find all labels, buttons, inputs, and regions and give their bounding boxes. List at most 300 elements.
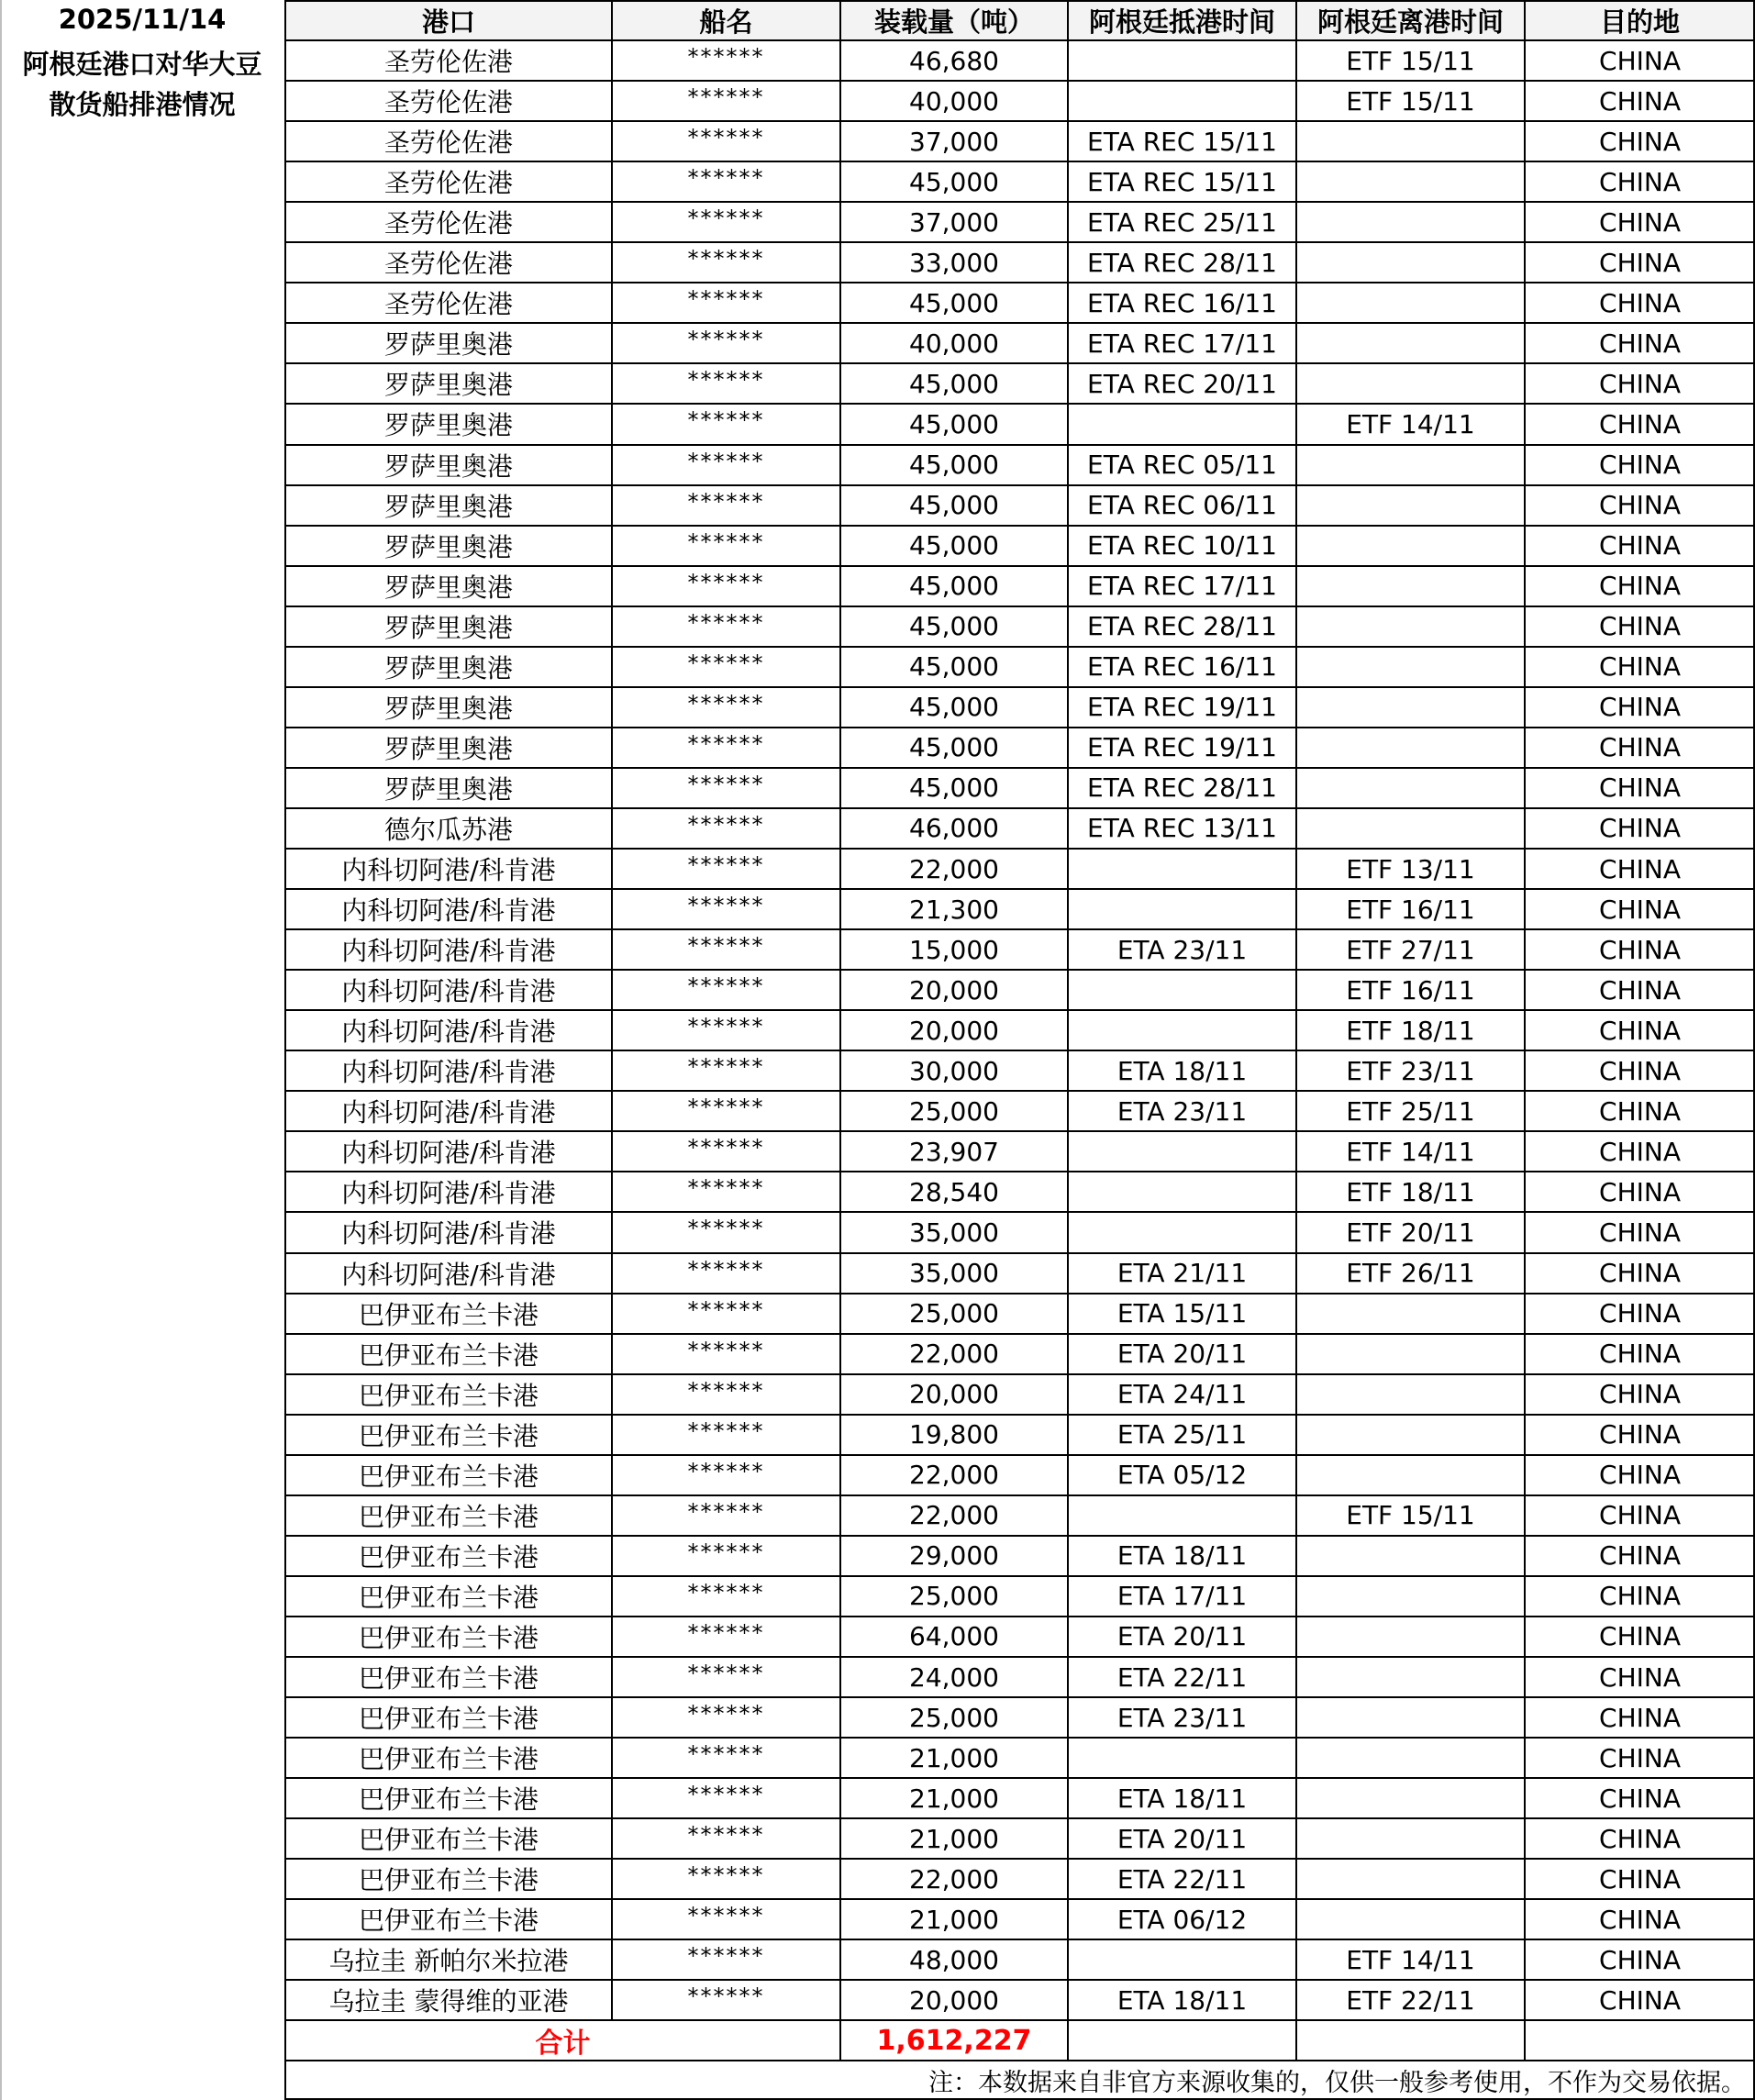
grid-line bbox=[285, 1898, 1755, 1900]
table-cell-etf: ETF 18/11 bbox=[1346, 1176, 1475, 1207]
table-cell-eta: ETA 06/12 bbox=[1116, 1904, 1248, 1935]
table-cell-port: 巴伊亚布兰卡港 bbox=[358, 1541, 539, 1572]
table-cell-vessel: ****** bbox=[687, 84, 765, 111]
table-cell-load: 29,000 bbox=[909, 1540, 999, 1572]
table-cell-port: 圣劳伦佐港 bbox=[383, 128, 513, 159]
table-cell-load: 45,000 bbox=[909, 408, 999, 439]
table-cell-port: 罗萨里奥港 bbox=[383, 410, 513, 441]
table-cell-etf bbox=[1296, 1859, 1525, 1899]
table-cell-etf bbox=[1296, 1576, 1525, 1617]
table-cell-port: 内科切阿港/科肯港 bbox=[341, 976, 556, 1007]
table-cell-vessel: ****** bbox=[687, 1822, 765, 1849]
table-cell-dest: CHINA bbox=[1599, 1460, 1681, 1491]
grid-line bbox=[285, 1252, 1755, 1254]
table-cell-port: 巴伊亚布兰卡港 bbox=[358, 1663, 539, 1694]
table-cell-etf: ETF 18/11 bbox=[1346, 1015, 1475, 1046]
table-cell-port: 内科切阿港/科肯港 bbox=[341, 895, 556, 927]
table-cell-vessel: ****** bbox=[687, 1256, 765, 1283]
table-cell-dest: CHINA bbox=[1599, 408, 1681, 439]
table-cell-vessel: ****** bbox=[687, 730, 765, 757]
table-cell-eta: ETA 18/11 bbox=[1116, 1984, 1248, 2016]
table-cell-eta: ETA 21/11 bbox=[1116, 1258, 1248, 1289]
table-cell-etf bbox=[1296, 161, 1525, 202]
table-cell-dest: CHINA bbox=[1599, 1904, 1681, 1935]
table-cell-eta: ETA 18/11 bbox=[1116, 1055, 1248, 1086]
table-cell-port: 德尔瓜苏港 bbox=[383, 814, 513, 845]
table-cell-eta bbox=[1068, 1738, 1296, 1778]
grid-line bbox=[285, 362, 1755, 364]
table-cell-port: 罗萨里奥港 bbox=[383, 491, 513, 522]
grid-line bbox=[285, 1130, 1755, 1132]
table-cell-eta: ETA REC 17/11 bbox=[1087, 328, 1277, 359]
grid-line bbox=[285, 1575, 1755, 1577]
table-cell-port: 巴伊亚布兰卡港 bbox=[358, 1380, 539, 1411]
table-cell-eta: ETA 22/11 bbox=[1116, 1863, 1248, 1894]
grid-line bbox=[285, 565, 1755, 567]
table-cell-eta: ETA REC 06/11 bbox=[1087, 490, 1277, 521]
table-cell-etf bbox=[1296, 283, 1525, 323]
grid-line bbox=[285, 928, 1755, 930]
grid-line bbox=[839, 0, 841, 2020]
table-cell-eta: ETA 05/12 bbox=[1116, 1460, 1248, 1491]
table-cell-load: 20,000 bbox=[909, 1379, 999, 1410]
column-header-vessel: 船名 bbox=[612, 0, 840, 40]
table-cell-load: 19,800 bbox=[909, 1419, 999, 1450]
grid-line bbox=[1067, 0, 1069, 2020]
table-cell-vessel: ****** bbox=[687, 1498, 765, 1525]
table-cell-dest: CHINA bbox=[1599, 813, 1681, 844]
table-cell-port: 内科切阿港/科肯港 bbox=[341, 1017, 556, 1048]
table-cell-load: 35,000 bbox=[909, 1217, 999, 1248]
table-cell-etf: ETF 14/11 bbox=[1346, 1136, 1475, 1167]
table-cell-port: 巴伊亚布兰卡港 bbox=[358, 1501, 539, 1532]
table-cell-etf: ETF 20/11 bbox=[1346, 1217, 1475, 1248]
table-cell-dest: CHINA bbox=[1599, 611, 1681, 642]
table-cell-load: 45,000 bbox=[909, 490, 999, 521]
grid-line bbox=[285, 39, 1755, 41]
table-cell-dest: CHINA bbox=[1599, 1863, 1681, 1894]
table-cell-eta bbox=[1068, 970, 1296, 1010]
table-cell-load: 23,907 bbox=[909, 1136, 999, 1167]
grid-line bbox=[285, 888, 1755, 890]
table-cell-port: 罗萨里奥港 bbox=[383, 450, 513, 482]
table-cell-load: 28,540 bbox=[909, 1176, 999, 1207]
grid-line bbox=[285, 1333, 1755, 1335]
table-cell-port: 巴伊亚布兰卡港 bbox=[358, 1420, 539, 1451]
table-cell-load: 40,000 bbox=[909, 328, 999, 359]
grid-line bbox=[285, 120, 1755, 122]
table-cell-load: 25,000 bbox=[909, 1702, 999, 1733]
table-cell-dest: CHINA bbox=[1599, 1136, 1681, 1167]
table-cell-vessel: ****** bbox=[687, 1943, 765, 1970]
table-cell-dest: CHINA bbox=[1599, 934, 1681, 965]
table-cell-port: 内科切阿港/科肯港 bbox=[341, 1259, 556, 1290]
table-cell-dest: CHINA bbox=[1599, 1500, 1681, 1531]
table-cell-eta bbox=[1068, 849, 1296, 889]
table-cell-eta: ETA REC 28/11 bbox=[1087, 247, 1277, 278]
table-cell-etf bbox=[1296, 202, 1525, 242]
table-cell-etf bbox=[1296, 1536, 1525, 1576]
grid-line bbox=[1067, 2020, 1069, 2061]
table-cell-etf bbox=[1296, 323, 1525, 363]
column-header-load: 装载量（吨） bbox=[840, 0, 1068, 40]
table-cell-vessel: ****** bbox=[687, 1135, 765, 1161]
table-cell-etf bbox=[1296, 566, 1525, 606]
table-cell-vessel: ****** bbox=[687, 690, 765, 717]
grid-line bbox=[285, 201, 1755, 203]
table-cell-vessel: ****** bbox=[687, 1377, 765, 1404]
table-cell-load: 15,000 bbox=[909, 934, 999, 965]
table-cell-load: 37,000 bbox=[909, 206, 999, 238]
table-cell-dest: CHINA bbox=[1599, 894, 1681, 925]
table-cell-load: 45,000 bbox=[909, 571, 999, 602]
table-cell-vessel: ****** bbox=[687, 569, 765, 595]
grid-line bbox=[285, 969, 1755, 971]
grid-line bbox=[285, 1494, 1755, 1496]
table-cell-port: 内科切阿港/科肯港 bbox=[341, 1178, 556, 1209]
table-cell-vessel: ****** bbox=[687, 246, 765, 272]
table-cell-load: 45,000 bbox=[909, 287, 999, 318]
grid-line bbox=[285, 1090, 1755, 1092]
table-cell-eta bbox=[1068, 1939, 1296, 1980]
table-cell-etf bbox=[1296, 1617, 1525, 1657]
table-cell-etf bbox=[1296, 687, 1525, 728]
table-cell-port: 罗萨里奥港 bbox=[383, 612, 513, 643]
table-cell-etf bbox=[1296, 121, 1525, 161]
grid-line bbox=[285, 2060, 1755, 2061]
grid-line bbox=[285, 727, 1755, 728]
table-cell-load: 22,000 bbox=[909, 1863, 999, 1894]
grid-line bbox=[839, 2020, 841, 2061]
table-cell-port: 巴伊亚布兰卡港 bbox=[358, 1339, 539, 1371]
column-header-eta: 阿根廷抵港时间 bbox=[1068, 0, 1296, 40]
table-cell-eta: ETA 15/11 bbox=[1116, 1298, 1248, 1329]
table-cell-load: 20,000 bbox=[909, 974, 999, 1006]
table-cell-eta bbox=[1068, 1131, 1296, 1172]
table-cell-etf bbox=[1296, 1697, 1525, 1738]
grid-line bbox=[285, 767, 1755, 769]
table-cell-vessel: ****** bbox=[687, 1216, 765, 1242]
table-cell-load: 45,000 bbox=[909, 651, 999, 683]
grid-line bbox=[285, 322, 1755, 324]
table-cell-load: 64,000 bbox=[909, 1621, 999, 1652]
grid-line bbox=[285, 525, 1755, 527]
table-cell-vessel: ****** bbox=[687, 1741, 765, 1768]
table-cell-dest: CHINA bbox=[1599, 1621, 1681, 1652]
table-cell-etf: ETF 14/11 bbox=[1346, 408, 1475, 439]
table-cell-eta: ETA REC 19/11 bbox=[1087, 692, 1277, 723]
table-cell-load: 45,000 bbox=[909, 611, 999, 642]
table-cell-load: 45,000 bbox=[909, 166, 999, 197]
table-cell-port: 内科切阿港/科肯港 bbox=[341, 1097, 556, 1128]
table-cell-port: 巴伊亚布兰卡港 bbox=[358, 1825, 539, 1856]
grid-line bbox=[285, 0, 1755, 2]
table-cell-vessel: ****** bbox=[687, 1903, 765, 1929]
table-cell-etf: ETF 22/11 bbox=[1346, 1984, 1475, 2016]
table-cell-eta: ETA 18/11 bbox=[1116, 1783, 1248, 1814]
table-cell-dest: CHINA bbox=[1599, 1783, 1681, 1814]
table-cell-etf: ETF 26/11 bbox=[1346, 1258, 1475, 1289]
table-cell-etf bbox=[1296, 1778, 1525, 1818]
table-cell-vessel: ****** bbox=[687, 609, 765, 636]
table-cell-etf: ETF 27/11 bbox=[1346, 934, 1475, 965]
table-cell-load: 48,000 bbox=[909, 1944, 999, 1975]
grid-line bbox=[285, 484, 1755, 486]
table-cell-load: 21,300 bbox=[909, 894, 999, 925]
table-cell-dest: CHINA bbox=[1599, 1661, 1681, 1693]
table-cell-vessel: ****** bbox=[687, 852, 765, 878]
table-cell-vessel: ****** bbox=[687, 1094, 765, 1121]
total-label: 合计 bbox=[535, 2028, 591, 2061]
table-cell-eta: ETA REC 10/11 bbox=[1087, 530, 1277, 561]
grid-line bbox=[611, 0, 613, 2020]
table-cell-port: 乌拉圭 蒙得维的亚港 bbox=[328, 1986, 569, 2017]
table-cell-etf: ETF 16/11 bbox=[1346, 894, 1475, 925]
table-cell-eta bbox=[1068, 1212, 1296, 1252]
table-cell-vessel: ****** bbox=[687, 1054, 765, 1081]
grid-line bbox=[285, 403, 1755, 405]
table-cell-load: 45,000 bbox=[909, 772, 999, 804]
table-cell-dest: CHINA bbox=[1599, 732, 1681, 763]
table-cell-vessel: ****** bbox=[687, 488, 765, 515]
table-cell-etf bbox=[1296, 1818, 1525, 1859]
table-cell-dest: CHINA bbox=[1599, 1339, 1681, 1370]
table-cell-load: 21,000 bbox=[909, 1823, 999, 1854]
table-cell-port: 巴伊亚布兰卡港 bbox=[358, 1744, 539, 1775]
table-cell-etf bbox=[1296, 1415, 1525, 1455]
grid-line bbox=[285, 1858, 1755, 1860]
table-cell-eta: ETA REC 25/11 bbox=[1087, 206, 1277, 238]
table-cell-load: 24,000 bbox=[909, 1661, 999, 1693]
table-cell-dest: CHINA bbox=[1599, 1419, 1681, 1450]
table-cell-dest: CHINA bbox=[1599, 853, 1681, 884]
table-cell-port: 罗萨里奥港 bbox=[383, 531, 513, 562]
table-cell-etf bbox=[1296, 485, 1525, 526]
table-cell-etf bbox=[1296, 1334, 1525, 1374]
table-cell-eta bbox=[1068, 1010, 1296, 1050]
table-cell-eta: ETA REC 15/11 bbox=[1087, 166, 1277, 197]
table-cell-dest: CHINA bbox=[1599, 287, 1681, 318]
table-cell-vessel: ****** bbox=[687, 327, 765, 353]
table-cell-vessel: ****** bbox=[687, 1619, 765, 1646]
table-cell-vessel: ****** bbox=[687, 973, 765, 1000]
table-cell-load: 25,000 bbox=[909, 1095, 999, 1127]
grid-line bbox=[285, 1454, 1755, 1456]
table-cell-eta: ETA REC 28/11 bbox=[1087, 611, 1277, 642]
table-cell-dest: CHINA bbox=[1599, 1540, 1681, 1572]
table-cell-etf bbox=[1296, 445, 1525, 485]
table-cell-dest: CHINA bbox=[1599, 450, 1681, 481]
table-cell-port: 圣劳伦佐港 bbox=[383, 87, 513, 118]
table-cell-port: 罗萨里奥港 bbox=[383, 572, 513, 603]
table-cell-vessel: ****** bbox=[687, 933, 765, 960]
table-cell-vessel: ****** bbox=[687, 286, 765, 313]
table-cell-dest: CHINA bbox=[1599, 1298, 1681, 1329]
table-cell-port: 圣劳伦佐港 bbox=[383, 47, 513, 78]
grid-line bbox=[1295, 0, 1297, 2020]
table-cell-etf: ETF 15/11 bbox=[1346, 1500, 1475, 1531]
table-cell-dest: CHINA bbox=[1599, 45, 1681, 76]
grid-line bbox=[285, 1535, 1755, 1537]
table-cell-load: 35,000 bbox=[909, 1258, 999, 1289]
table-cell-etf bbox=[1296, 1738, 1525, 1778]
sheet-left-edge bbox=[0, 0, 2, 2100]
table-cell-eta: ETA 23/11 bbox=[1116, 1702, 1248, 1733]
table-cell-dest: CHINA bbox=[1599, 1258, 1681, 1289]
table-cell-etf bbox=[1296, 363, 1525, 404]
table-cell-vessel: ****** bbox=[687, 1701, 765, 1728]
table-cell-port: 巴伊亚布兰卡港 bbox=[358, 1622, 539, 1653]
table-cell-port: 圣劳伦佐港 bbox=[383, 168, 513, 199]
table-cell-port: 圣劳伦佐港 bbox=[383, 289, 513, 320]
table-cell-vessel: ****** bbox=[687, 206, 765, 232]
table-cell-load: 20,000 bbox=[909, 1984, 999, 2016]
table-cell-port: 巴伊亚布兰卡港 bbox=[358, 1582, 539, 1613]
table-cell-load: 25,000 bbox=[909, 1581, 999, 1612]
table-cell-load: 45,000 bbox=[909, 450, 999, 481]
grid-line bbox=[285, 1171, 1755, 1172]
table-cell-eta: ETA 24/11 bbox=[1116, 1379, 1248, 1410]
table-cell-port: 巴伊亚布兰卡港 bbox=[358, 1299, 539, 1330]
table-cell-load: 30,000 bbox=[909, 1055, 999, 1086]
grid-line bbox=[1524, 0, 1526, 2020]
report-title-line2: 散货船排港情况 bbox=[49, 89, 236, 120]
table-cell-load: 21,000 bbox=[909, 1783, 999, 1814]
table-cell-eta bbox=[1068, 1172, 1296, 1212]
table-cell-dest: CHINA bbox=[1599, 85, 1681, 117]
table-cell-vessel: ****** bbox=[687, 1458, 765, 1484]
table-cell-vessel: ****** bbox=[687, 650, 765, 676]
table-cell-load: 21,000 bbox=[909, 1904, 999, 1935]
table-cell-load: 22,000 bbox=[909, 853, 999, 884]
table-cell-dest: CHINA bbox=[1599, 1702, 1681, 1733]
table-cell-load: 45,000 bbox=[909, 692, 999, 723]
table-cell-load: 37,000 bbox=[909, 126, 999, 157]
table-cell-etf bbox=[1296, 728, 1525, 768]
table-cell-eta: ETA REC 20/11 bbox=[1087, 368, 1277, 399]
table-cell-load: 21,000 bbox=[909, 1742, 999, 1773]
table-cell-eta: ETA 20/11 bbox=[1116, 1621, 1248, 1652]
table-cell-dest: CHINA bbox=[1599, 530, 1681, 561]
table-cell-vessel: ****** bbox=[687, 1417, 765, 1444]
table-cell-load: 33,000 bbox=[909, 247, 999, 278]
table-cell-eta: ETA REC 05/11 bbox=[1087, 450, 1277, 481]
table-cell-port: 内科切阿港/科肯港 bbox=[341, 1057, 556, 1088]
table-cell-load: 45,000 bbox=[909, 368, 999, 399]
table-cell-etf bbox=[1296, 1455, 1525, 1495]
table-cell-dest: CHINA bbox=[1599, 368, 1681, 399]
table-cell-load: 20,000 bbox=[909, 1015, 999, 1046]
table-cell-port: 巴伊亚布兰卡港 bbox=[358, 1461, 539, 1492]
grid-line bbox=[285, 1817, 1755, 1819]
table-cell-vessel: ****** bbox=[687, 1579, 765, 1606]
table-cell-load: 22,000 bbox=[909, 1500, 999, 1531]
table-cell-etf bbox=[1296, 1657, 1525, 1697]
table-cell-etf: ETF 14/11 bbox=[1346, 1944, 1475, 1975]
table-cell-load: 46,000 bbox=[909, 813, 999, 844]
table-cell-port: 圣劳伦佐港 bbox=[383, 208, 513, 239]
table-cell-etf bbox=[1296, 1294, 1525, 1334]
table-cell-load: 22,000 bbox=[909, 1460, 999, 1491]
table-cell-eta: ETA 23/11 bbox=[1116, 934, 1248, 965]
table-cell-eta: ETA 17/11 bbox=[1116, 1581, 1248, 1612]
table-cell-port: 巴伊亚布兰卡港 bbox=[358, 1704, 539, 1735]
column-header-dest: 目的地 bbox=[1525, 0, 1755, 40]
table-cell-dest: CHINA bbox=[1599, 1217, 1681, 1248]
table-cell-eta bbox=[1068, 40, 1296, 81]
grid-line bbox=[285, 1979, 1755, 1981]
table-cell-etf bbox=[1296, 1374, 1525, 1415]
grid-line bbox=[285, 1050, 1755, 1051]
grid-line bbox=[285, 2019, 1755, 2021]
grid-line bbox=[285, 1939, 1755, 1940]
grid-line bbox=[285, 1373, 1755, 1375]
table-cell-eta: ETA REC 28/11 bbox=[1087, 772, 1277, 804]
grid-line bbox=[285, 282, 1755, 283]
table-cell-etf bbox=[1296, 606, 1525, 647]
table-cell-port: 罗萨里奥港 bbox=[383, 773, 513, 805]
grid-line bbox=[285, 1777, 1755, 1779]
table-cell-etf: ETF 23/11 bbox=[1346, 1055, 1475, 1086]
table-cell-eta: ETA REC 16/11 bbox=[1087, 287, 1277, 318]
table-cell-port: 圣劳伦佐港 bbox=[383, 249, 513, 280]
column-header-port: 港口 bbox=[285, 0, 612, 40]
table-cell-vessel: ****** bbox=[687, 1337, 765, 1363]
table-cell-dest: CHINA bbox=[1599, 1984, 1681, 2016]
total-value: 1,612,227 bbox=[876, 2024, 1032, 2057]
table-cell-dest: CHINA bbox=[1599, 651, 1681, 683]
table-cell-eta bbox=[1068, 404, 1296, 444]
table-cell-vessel: ****** bbox=[687, 1862, 765, 1889]
grid-line bbox=[285, 1616, 1755, 1617]
table-cell-eta: ETA 20/11 bbox=[1116, 1339, 1248, 1370]
table-cell-etf: ETF 16/11 bbox=[1346, 974, 1475, 1006]
grid-line bbox=[1295, 2020, 1297, 2061]
table-cell-etf bbox=[1296, 1899, 1525, 1939]
grid-line bbox=[285, 444, 1755, 446]
grid-line bbox=[285, 1656, 1755, 1658]
table-cell-load: 22,000 bbox=[909, 1339, 999, 1370]
table-cell-vessel: ****** bbox=[687, 528, 765, 555]
table-cell-port: 罗萨里奥港 bbox=[383, 370, 513, 401]
table-cell-vessel: ****** bbox=[687, 44, 765, 70]
table-cell-eta: ETA REC 16/11 bbox=[1087, 651, 1277, 683]
table-cell-dest: CHINA bbox=[1599, 692, 1681, 723]
table-cell-etf: ETF 25/11 bbox=[1346, 1095, 1475, 1127]
grid-line bbox=[1524, 2020, 1526, 2061]
table-cell-etf: ETF 15/11 bbox=[1346, 85, 1475, 117]
table-cell-eta: ETA 23/11 bbox=[1116, 1095, 1248, 1127]
table-cell-vessel: ****** bbox=[687, 811, 765, 838]
table-cell-vessel: ****** bbox=[687, 125, 765, 151]
table-cell-etf bbox=[1296, 242, 1525, 283]
table-cell-vessel: ****** bbox=[687, 1014, 765, 1040]
report-title-line1: 阿根廷港口对华大豆 bbox=[22, 49, 262, 80]
table-cell-dest: CHINA bbox=[1599, 1944, 1681, 1975]
table-cell-dest: CHINA bbox=[1599, 490, 1681, 521]
grid-line bbox=[285, 80, 1755, 82]
table-cell-vessel: ****** bbox=[687, 1983, 765, 2010]
table-cell-dest: CHINA bbox=[1599, 974, 1681, 1006]
table-cell-eta: ETA 20/11 bbox=[1116, 1823, 1248, 1854]
table-cell-dest: CHINA bbox=[1599, 772, 1681, 804]
table-cell-vessel: ****** bbox=[687, 1539, 765, 1565]
grid-line bbox=[285, 646, 1755, 648]
table-cell-vessel: ****** bbox=[687, 407, 765, 434]
table-cell-dest: CHINA bbox=[1599, 1742, 1681, 1773]
table-cell-port: 内科切阿港/科肯港 bbox=[341, 936, 556, 967]
table-cell-dest: CHINA bbox=[1599, 1176, 1681, 1207]
